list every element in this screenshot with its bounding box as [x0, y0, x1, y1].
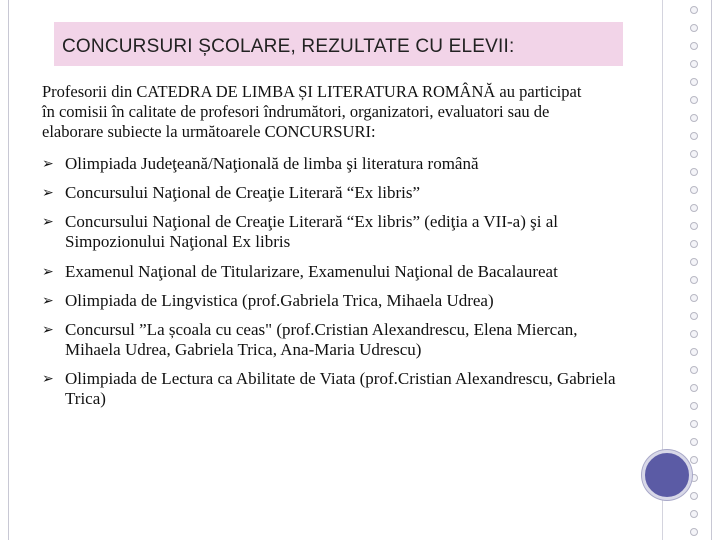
- list-item-text: Concursului Naţional de Creaţie Literară “Ex libris”: [65, 183, 420, 202]
- list-item: [42, 154, 632, 174]
- list-item-text: Olimpiada de Lingvistica (prof.Gabriela Trica, Mihaela Udrea): [65, 291, 494, 310]
- list-item: [42, 183, 632, 203]
- arrow-bullet-icon: ➢: [42, 264, 54, 280]
- slide-title: CONCURSURI ȘCOLARE, REZULTATE CU ELEVII:: [62, 36, 515, 57]
- arrow-bullet-icon: ➢: [42, 214, 54, 230]
- list-item-text: Examenul Naţional de Titularizare, Examenului Naţional de Bacalaureat: [65, 262, 558, 281]
- competition-list: [42, 154, 632, 409]
- list-item: [42, 212, 632, 252]
- list-item-text: Olimpiada de Lectura ca Abilitate de Viata (prof.Cristian Alexandrescu, Gabriela Trica): [65, 369, 616, 408]
- arrow-bullet-icon: ➢: [42, 371, 54, 387]
- intro-paragraph: Profesorii din CATEDRA DE LIMBA ȘI LITERATURA ROMÂNĂ au participat în comisii în calitate de profesori îndrumători, organizatori, evaluatori sau de elaborare subiecte la următoarele CONCURSURI:: [42, 82, 582, 141]
- arrow-bullet-icon: ➢: [42, 293, 54, 309]
- arrow-bullet-icon: ➢: [42, 185, 54, 201]
- list-item-text: Concursul ”La școala cu ceas" (prof.Cristian Alexandrescu, Elena Miercan, Mihaela Udrea, Gabriela Trica, Ana-Maria Udrescu): [65, 320, 578, 359]
- decorative-circle: [642, 450, 692, 500]
- list-item: [42, 291, 632, 311]
- arrow-bullet-icon: ➢: [42, 322, 54, 338]
- arrow-bullet-icon: ➢: [42, 156, 54, 172]
- list-item: [42, 369, 632, 409]
- list-item: [42, 320, 632, 360]
- list-item-text: Concursului Naţional de Creaţie Literară “Ex libris” (ediţia a VII-a) şi al Simpozionului Naţional Ex libris: [65, 212, 558, 251]
- list-item: [42, 262, 632, 282]
- list-item-text: Olimpiada Judeţeană/Naţională de limba şi literatura română: [65, 154, 479, 173]
